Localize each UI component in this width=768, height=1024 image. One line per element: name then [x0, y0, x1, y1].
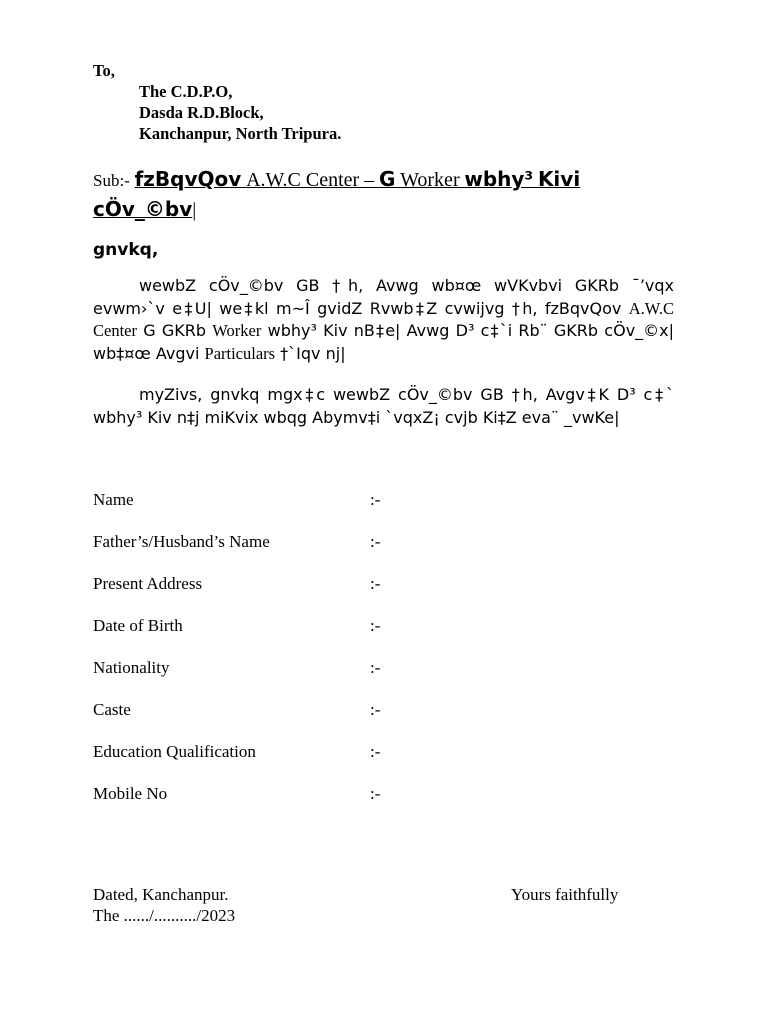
- closing-text: Yours faithfully: [511, 885, 619, 904]
- field-row-mobile-no: [93, 784, 493, 806]
- field-separator: :-: [370, 574, 381, 593]
- paragraph-1-text-1: wewbZ cÖv_©bv GB †h, Avwg wb¤œ wVKvbvi GKRb ¯’vqx evwm›`v e‡U| we‡kl m~Î gvidZ Rvwb‡Z cvwijvg †h, fzBqvQov: [93, 276, 674, 318]
- subject-part-1: fzBqvQov: [134, 167, 242, 191]
- field-separator: :-: [370, 658, 381, 677]
- field-label: Nationality: [93, 658, 170, 677]
- subject-line: [93, 165, 678, 225]
- recipient-line-2: Dasda R.D.Block,: [139, 103, 264, 122]
- salutation: gnvkq,: [93, 240, 159, 260]
- recipient-line-1: The C.D.P.O,: [139, 82, 233, 101]
- paragraph-1-text-5: wbhy³ Kiv nB‡e| Avwg D³ c‡`i Rb¨ GKRb cÖv_©x| wb‡¤œ Avgvi: [93, 321, 675, 363]
- field-label: Education Qualification: [93, 742, 256, 761]
- subject-end: |: [192, 199, 197, 221]
- paragraph-1-text-3: G GKRb: [143, 321, 207, 340]
- recipient-line-3: Kanchanpur, North Tripura.: [139, 124, 342, 143]
- field-label: Father’s/Husband’s Name: [93, 532, 270, 551]
- recipient-block: [93, 60, 341, 144]
- field-label: Present Address: [93, 574, 203, 593]
- paragraph-1-text-4: Worker: [212, 321, 262, 340]
- to-line: To,: [93, 61, 115, 80]
- dated-block: [93, 884, 235, 926]
- field-separator: :-: [370, 616, 381, 635]
- date-line: The ....../........../2023: [93, 906, 236, 925]
- field-separator: :-: [370, 490, 381, 509]
- subject-part-2: A.W.C Center –: [246, 169, 375, 191]
- field-label: Date of Birth: [93, 616, 183, 635]
- field-separator: :-: [370, 742, 381, 761]
- field-label: Name: [93, 490, 134, 509]
- subject-part-3: G: [378, 167, 396, 191]
- field-row-present-address: [93, 574, 493, 596]
- paragraph-1-text-6: Particulars: [204, 343, 276, 363]
- field-label: Caste: [93, 700, 131, 719]
- field-row-nationality: [93, 658, 493, 680]
- field-row-caste: [93, 700, 493, 722]
- dated-place: Dated, Kanchanpur.: [93, 885, 229, 904]
- paragraph-1: [93, 275, 674, 365]
- subject-part-4: Worker: [400, 169, 460, 191]
- subject-label: Sub:-: [93, 171, 130, 190]
- field-label: Mobile No: [93, 784, 168, 803]
- field-separator: :-: [370, 700, 381, 719]
- paragraph-1-text-7: †`Iqv nj|: [280, 343, 346, 363]
- subject-part-5: wbhy³: [464, 167, 534, 191]
- field-separator: :-: [370, 784, 381, 803]
- field-row-father-husband-name: [93, 532, 493, 554]
- field-row-date-of-birth: [93, 616, 493, 638]
- field-row-education-qualification: [93, 742, 493, 764]
- field-separator: :-: [370, 532, 381, 551]
- paragraph-1-text-2: A.W.C Center: [93, 298, 674, 340]
- subject-part-6: Kivi cÖv_©bv: [93, 167, 581, 221]
- paragraph-2: myZivs, gnvkq mgx‡c wewbZ cÖv_©bv GB †h, Avgv‡K D³ c‡` wbhy³ Kiv n‡j miKvix wbqg Abymv‡i `vqxZ¡ cvjb Ki‡Z eva¨ _vwKe|: [93, 385, 674, 427]
- field-row-name: [93, 490, 493, 512]
